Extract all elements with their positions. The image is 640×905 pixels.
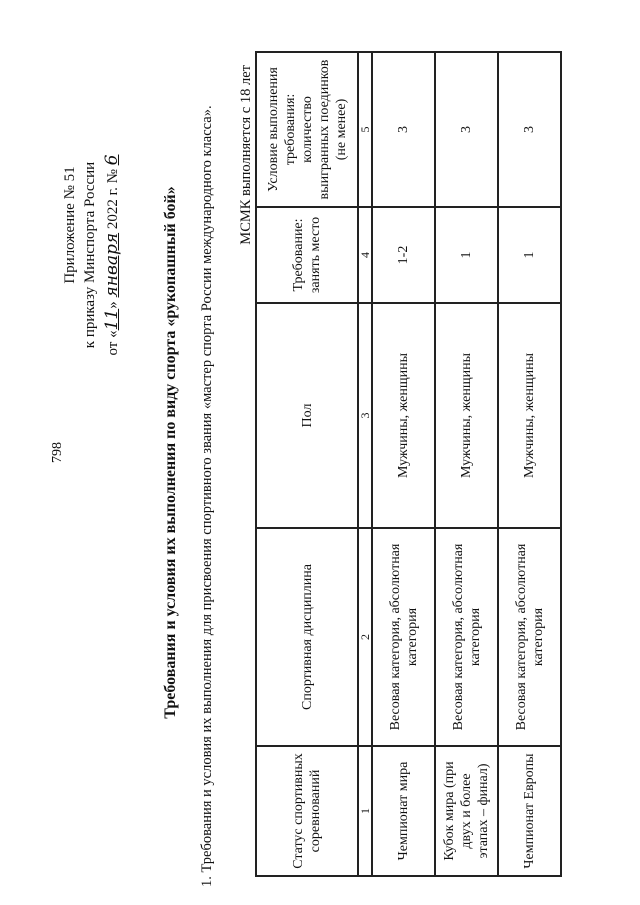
cell-condition: 3 [435,52,498,207]
header-place: Требование: занять место [256,207,358,303]
column-number-row [358,52,372,876]
cell-place: 1 [498,207,561,303]
page-number: 798 [50,442,65,463]
requirements-paragraph: 1. Требования и условия их выполнения для присвоения спортивного звания «мастер спорта России международного класса». [199,105,215,887]
date-day: 11 [102,308,122,331]
column-number: 1 [358,746,372,876]
order-date-line [102,35,122,475]
column-number: 2 [358,528,372,746]
appendix-label: Приложение № 51 [62,166,78,284]
date-mid: » [105,297,121,309]
cell-status: Чемпионат мира [372,746,435,876]
requirements-table [255,51,562,877]
cell-gender: Мужчины, женщины [498,303,561,528]
cell-discipline: Весовая категория, абсолютная категория [372,528,435,746]
cell-place: 1-2 [372,207,435,303]
cell-place: 1 [435,207,498,303]
column-number: 5 [358,52,372,207]
table-row [372,52,435,876]
date-prefix: от « [105,330,121,356]
date-month: января [102,232,122,298]
cell-discipline: Весовая категория, абсолютная категория [498,528,561,746]
cell-condition: 3 [498,52,561,207]
header-discipline: Спортивная дисциплина [256,528,358,746]
cell-status: Кубок мира (при двух и более этапах – финал) [435,746,498,876]
table-row [435,52,498,876]
header-condition: Условие выполнения требования: количество выигранных поединков (не менее) [256,52,358,207]
cell-status: Чемпионат Европы [498,746,561,876]
column-number: 4 [358,207,372,303]
cell-discipline: Весовая категория, абсолютная категория [435,528,498,746]
date-year: 2022 г. № [105,165,121,233]
age-note: МСМК выполняется с 18 лет [238,65,254,245]
cell-condition: 3 [372,52,435,207]
table-row [498,52,561,876]
cell-gender: Мужчины, женщины [435,303,498,528]
column-number: 3 [358,303,372,528]
header-gender: Пол [256,303,358,528]
order-label: к приказу Минспорта России [82,161,98,349]
cell-gender: Мужчины, женщины [372,303,435,528]
table-header-row [256,52,358,876]
document-title: Требования и условия их выполнения по виду спорта «рукопашный бой» [162,186,179,719]
header-status: Статус спортивных соревнований [256,746,358,876]
order-number: 6 [102,154,122,166]
